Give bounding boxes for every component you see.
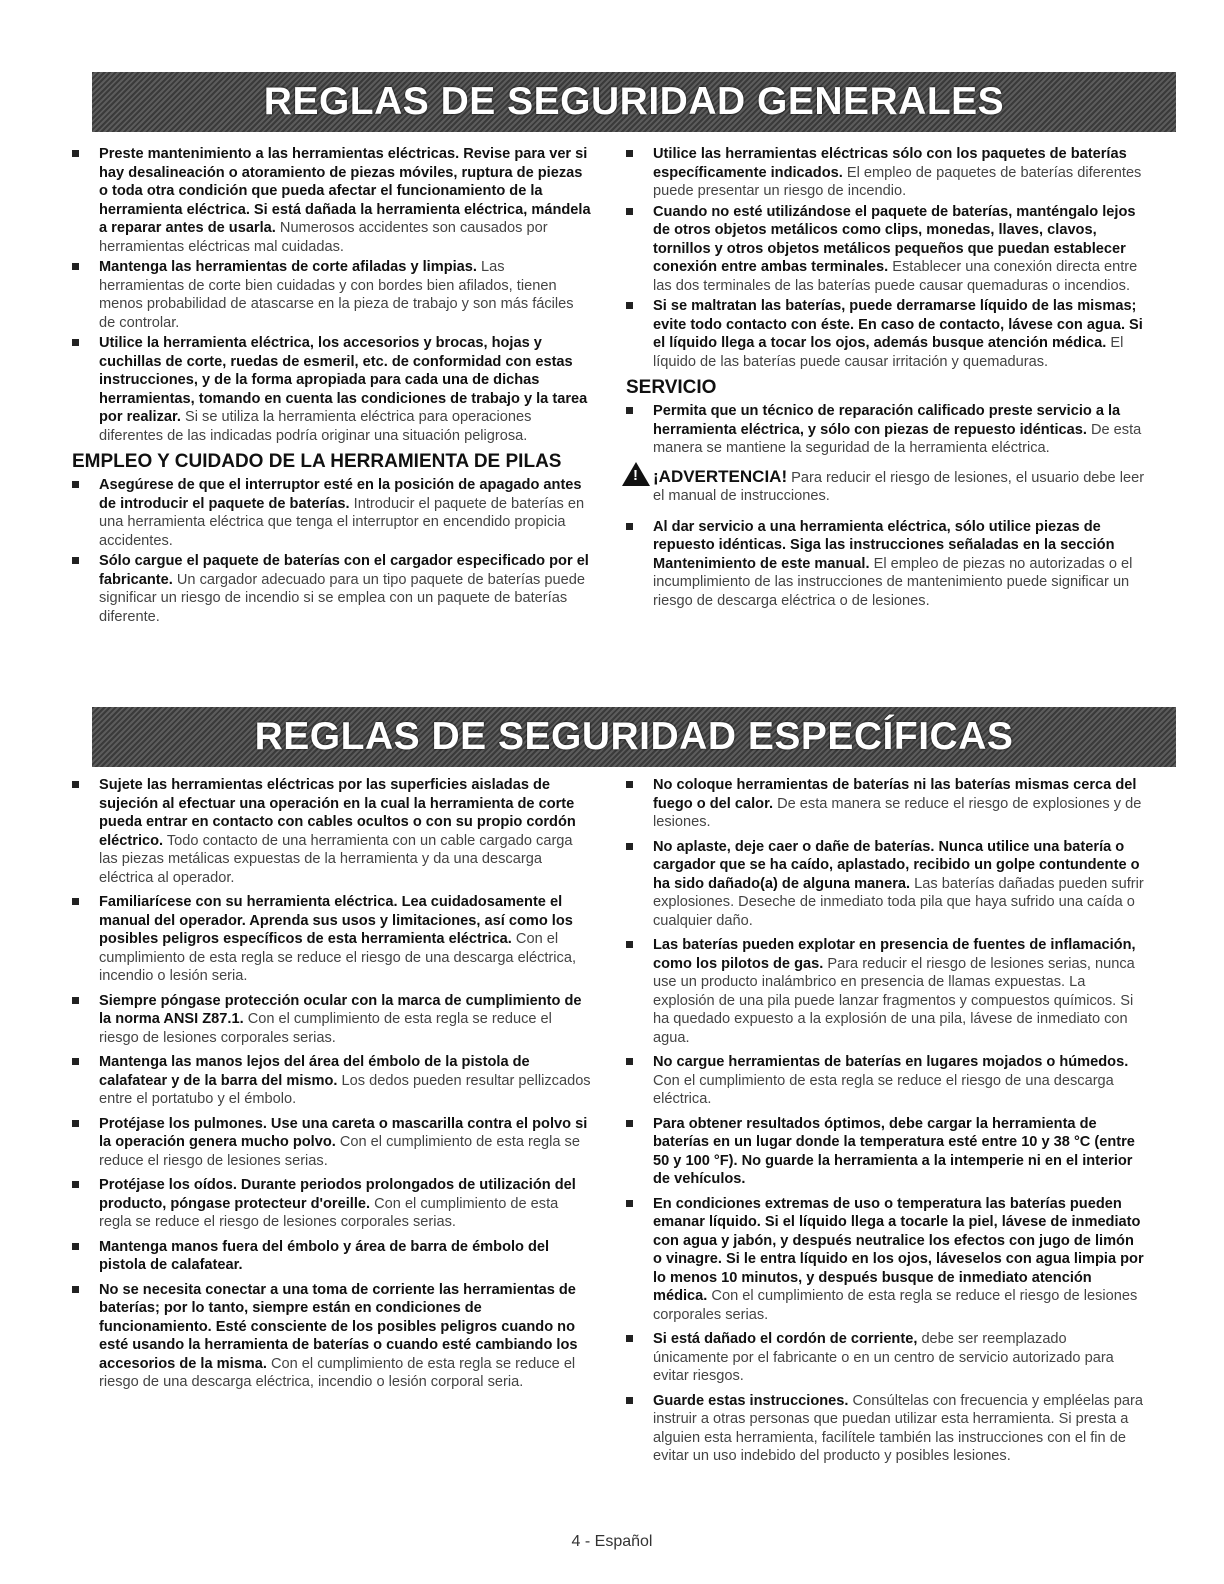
bullet-icon bbox=[626, 941, 633, 948]
list-item bbox=[626, 1330, 1146, 1386]
bullet-icon bbox=[72, 1286, 79, 1293]
bullet-icon bbox=[72, 898, 79, 905]
rule-title: Protéjase los pulmones. Use una careta o mascarilla contra el polvo si la operación genera mucho polvo. bbox=[99, 1115, 588, 1150]
bullet-icon bbox=[626, 1335, 633, 1342]
rule-text: De esta manera se mantiene la seguridad de la herramienta eléctrica. bbox=[653, 421, 1142, 456]
column-general-right bbox=[626, 145, 1146, 612]
rule-text: Con el cumplimiento de esta regla se reduce el riesgo de lesiones corporales serias. bbox=[99, 1011, 552, 1046]
rule-title: No coloque herramientas de baterías ni las baterías mismas cerca del fuego o del calor. bbox=[653, 777, 1137, 812]
bullet-icon bbox=[626, 781, 633, 788]
bullet-icon bbox=[72, 781, 79, 788]
rule-title: Utilice las herramientas eléctricas sólo con los paquetes de baterías específicamente indicados. bbox=[653, 146, 1127, 181]
rule-title: Mantenga manos fuera del émbolo y área de barra de émbolo del pistola de calafatear. bbox=[99, 1238, 550, 1273]
rule-title: No cargue herramientas de baterías en lugares mojados o húmedos. bbox=[653, 1054, 1129, 1070]
rule-text: Con el cumplimiento de esta regla se reduce el riesgo de lesiones corporales serias. bbox=[653, 1288, 1138, 1323]
rule-text: Si se utiliza la herramienta eléctrica para operaciones diferentes de las indicadas podría originar una situación peligrosa. bbox=[99, 409, 532, 444]
rule-title: No se necesita conectar a una toma de corriente las herramientas de baterías; por lo tanto, siempre están en condiciones de funcionamiento. Esté consciente de los posibles peligros cuando no esté usando la herramienta de baterías o cuando esté cambiando los accesorios de la misma. bbox=[99, 1281, 578, 1372]
bullet-icon bbox=[626, 407, 633, 414]
list-item bbox=[72, 476, 592, 550]
rule-text: Las baterías dañadas pueden sufrir explosiones. Deseche de inmediato toda pila que haya sufrido una caída o cualquier daño. bbox=[653, 875, 1144, 929]
rule-text: Para reducir el riesgo de lesiones serias, nunca use un producto inalámbrico en presencia de llamas expuestas. La explosión de una pila puede lanzar fragmentos y compuestos químicos. Si ha quedado expuesto a la explosión de una pila, lávese de inmediato con agua. bbox=[653, 955, 1135, 1046]
warning-title: ¡ADVERTENCIA! bbox=[653, 466, 788, 486]
column-specific-right bbox=[626, 776, 1146, 1472]
rule-title: Siempre póngase protección ocular con la marca de cumplimiento de la norma ANSI Z87.1. bbox=[99, 992, 582, 1027]
rule-title: Para obtener resultados óptimos, debe cargar la herramienta de baterías en un lugar donde la temperatura esté entre 10 y 38 °C (entre 50 y 100 °F). No guarde la herramienta a la intemperie ni en el interior de vehículos. bbox=[653, 1115, 1135, 1187]
list-item bbox=[72, 145, 592, 256]
rule-title: Sólo cargue el paquete de baterías con el cargador especificado por el fabricante. bbox=[99, 553, 589, 588]
rule-text: De esta manera se reduce el riesgo de explosiones y de lesiones. bbox=[653, 795, 1142, 830]
rule-title: Familiarícese con su herramienta eléctrica. Lea cuidadosamente el manual del operador. Aprenda sus usos y limitaciones, así como los posibles peligros específicos de esta herramienta eléctrica. bbox=[99, 894, 573, 947]
rule-text: Los dedos pueden resultar pellizcados entre el portatubo y el émbolo. bbox=[99, 1072, 591, 1107]
rule-title: Guarde estas instrucciones. bbox=[653, 1392, 849, 1409]
bullet-icon bbox=[72, 1058, 79, 1065]
rule-title: Utilice la herramienta eléctrica, los accesorios y brocas, hojas y cuchillas de corte, ruedas de esmeril, etc. de conformidad con estas instrucciones, y de la forma apropiada para cada una de dichas herramientas, tomando en cuenta las condiciones de trabajo y la tarea por realizar. bbox=[99, 335, 588, 425]
list-item bbox=[72, 776, 592, 887]
rule-text: Consúltelas con frecuencia y empléelas para instruir a otras personas que puedan utilizar esta herramienta. Si presta a alguien esta herramienta, facilítele también las instrucciones con el fin de evitar un uso indebido del producto y posibles lesiones. bbox=[653, 1392, 1143, 1464]
section-banner-general: REGLAS DE SEGURIDAD GENERALES bbox=[92, 72, 1176, 132]
list-item bbox=[626, 1053, 1146, 1109]
rule-title: Permita que un técnico de reparación calificado preste servicio a la herramienta eléctrica, y sólo con piezas de repuesto idénticas. bbox=[653, 403, 1121, 438]
rule-text: Un cargador adecuado para un tipo paquete de baterías puede significar un riesgo de incendio si se emplea con un paquete de baterías diferente. bbox=[99, 571, 585, 625]
bullet-icon bbox=[626, 1200, 633, 1207]
rule-text: Con el cumplimiento de esta regla se reduce el riesgo de lesiones corporales serias. bbox=[99, 1195, 559, 1230]
rule-text: El empleo de piezas no autorizadas o el incumplimiento de las instrucciones de mantenimiento puede significar un riesgo de descarga eléctrica o de lesiones. bbox=[653, 555, 1133, 609]
bullet-icon bbox=[72, 263, 79, 270]
rule-text: Establecer una conexión directa entre las dos terminales de las baterías puede causar quemaduras o incendios. bbox=[653, 259, 1138, 294]
bullet-icon bbox=[626, 1397, 633, 1404]
bullet-icon bbox=[626, 208, 633, 215]
rule-text: Todo contacto de una herramienta con un cable cargado carga las piezas metálicas expuestas de la herramienta y da una descarga eléctrica al operador. bbox=[99, 832, 573, 886]
list-item bbox=[626, 1392, 1146, 1466]
rule-text: Con el cumplimiento de esta regla se reduce el riesgo de una descarga eléctrica. bbox=[653, 1072, 1114, 1107]
section-heading-service: SERVICIO bbox=[626, 377, 717, 398]
rule-title: Asegúrese de que el interruptor esté en la posición de apagado antes de introducir el paquete de baterías. bbox=[99, 477, 582, 512]
bullet-icon bbox=[626, 1058, 633, 1065]
list-item bbox=[626, 145, 1146, 201]
bullet-icon bbox=[72, 1120, 79, 1127]
rule-title: Mantenga las herramientas de corte afiladas y limpias. bbox=[99, 259, 477, 275]
bullet-icon bbox=[626, 843, 633, 850]
list-item bbox=[626, 297, 1146, 371]
rule-text: debe ser reemplazado únicamente por el fabricante o en un centro de servicio autorizado para evitar riesgos. bbox=[653, 1331, 1114, 1384]
rule-title: No aplaste, deje caer o dañe de baterías. Nunca utilice una batería o cargador que se ha caído, aplastado, recibido un golpe contundente o ha sido dañado(a) de alguna manera. bbox=[653, 838, 1140, 892]
section-banner-specific: REGLAS DE SEGURIDAD ESPECÍFICAS bbox=[92, 707, 1176, 767]
bullet-icon bbox=[626, 1120, 633, 1127]
warning-triangle-icon: ! bbox=[622, 462, 650, 486]
bullet-icon bbox=[72, 150, 79, 157]
rule-text: Con el cumplimiento de esta regla se reduce el riesgo de una descarga eléctrica, incendio o lesión seria. bbox=[99, 931, 576, 984]
rule-title: Cuando no esté utilizándose el paquete de baterías, manténgalo lejos de otros objetos metálicos como clips, monedas, llaves, clavos, tornillos y otros objetos metálicos pequeños que puedan establecer conexión entre ambas terminales. bbox=[653, 203, 1136, 275]
list-item bbox=[72, 334, 592, 445]
page-number: 4 - Español bbox=[571, 1533, 653, 1550]
rule-text: El empleo de paquetes de baterías diferentes puede presentar un riesgo de incendio. bbox=[653, 164, 1142, 199]
list-item bbox=[72, 258, 592, 332]
rule-text: Introducir el paquete de baterías en una herramienta eléctrica que tenga el interruptor en encendido propicia accidentes. bbox=[99, 495, 585, 549]
rule-text: Numerosos accidentes son causados por herramientas eléctricas mal cuidadas. bbox=[99, 220, 548, 255]
bullet-icon bbox=[72, 997, 79, 1004]
bullet-icon bbox=[626, 150, 633, 157]
rule-text: Con el cumplimiento de esta regla se reduce el riesgo de una descarga eléctrica, incendio o lesión corporal seria. bbox=[99, 1355, 576, 1390]
column-specific-left bbox=[72, 776, 592, 1398]
bullet-icon bbox=[626, 523, 633, 530]
bullet-icon bbox=[626, 302, 633, 309]
rule-title: Las baterías pueden explotar en presencia de fuentes de inflamación, como los pilotos de gas. bbox=[653, 937, 1136, 972]
column-general-left bbox=[72, 145, 592, 628]
rule-title: Si se maltratan las baterías, puede derramarse líquido de las mismas; evite todo contacto con éste. En caso de contacto, lávese con agua. Si el líquido llega a tocar los ojos, además busque atención médica. bbox=[653, 298, 1143, 351]
list-item bbox=[72, 1176, 592, 1232]
warning-note bbox=[626, 468, 1146, 506]
list-item bbox=[72, 1281, 592, 1392]
bullet-icon bbox=[72, 339, 79, 346]
bullet-icon bbox=[72, 1181, 79, 1188]
rule-text: El líquido de las baterías puede causar irritación y quemaduras. bbox=[653, 335, 1124, 370]
rule-title: Preste mantenimiento a las herramientas eléctricas. Revise para ver si hay desalineación o atoramiento de piezas móviles, ruptura de piezas o toda otra condición que pueda afectar el funcionamiento de la herramienta eléctrica. Si está dañada la herramienta eléctrica, mándela a reparar antes de usarla. bbox=[99, 146, 591, 236]
list-item bbox=[626, 838, 1146, 931]
rule-title: Sujete las herramientas eléctricas por las superficies aisladas de sujeción al efectuar una operación en la cual la herramienta de corte pueda entrar en contacto con cables ocultos o con su propio cordón eléctrico. bbox=[99, 777, 576, 849]
rule-text: Las herramientas de corte bien cuidadas y con bordes bien afilados, tienen menos probabilidad de atascarse en la pieza de trabajo y son más fáciles de controlar. bbox=[99, 259, 574, 331]
list-item bbox=[626, 1195, 1146, 1325]
list-item bbox=[72, 552, 592, 626]
list-item bbox=[72, 992, 592, 1048]
list-item bbox=[72, 893, 592, 986]
section-heading-battery-tool: EMPLEO Y CUIDADO DE LA HERRAMIENTA DE PILAS bbox=[72, 451, 562, 472]
list-item bbox=[626, 203, 1146, 296]
rule-title: Si está dañado el cordón de corriente, bbox=[653, 1331, 918, 1347]
list-item bbox=[72, 1053, 592, 1109]
bullet-icon bbox=[72, 557, 79, 564]
list-item bbox=[626, 1115, 1146, 1189]
rule-title: Mantenga las manos lejos del área del émbolo de la pistola de calafatear y de la barra del mismo. bbox=[99, 1054, 530, 1089]
rule-text: Con el cumplimiento de esta regla se reduce el riesgo de lesiones serias. bbox=[99, 1134, 580, 1169]
list-item bbox=[626, 776, 1146, 832]
list-item bbox=[626, 402, 1146, 458]
list-item bbox=[626, 936, 1146, 1047]
rule-title: En condiciones extremas de uso o temperatura las baterías pueden emanar líquido. Si el líquido llega a tocarle la piel, lávese de inmediato con agua y jabón, y después neutralice los efectos con jugo de limón o vinagre. Si le entra líquido en los ojos, láveselos con agua limpia por lo menos 10 minutos, y después busque de inmediato atención médica. bbox=[653, 1195, 1144, 1304]
bullet-icon bbox=[72, 481, 79, 488]
list-item bbox=[72, 1238, 592, 1275]
rule-title: Protéjase los oídos. Durante periodos prolongados de utilización del producto, póngase protecteur d'oreille. bbox=[99, 1177, 576, 1212]
bullet-icon bbox=[72, 1243, 79, 1250]
list-item bbox=[626, 518, 1146, 611]
list-item bbox=[72, 1115, 592, 1171]
warning-text: Para reducir el riesgo de lesiones, el usuario debe leer el manual de instrucciones. bbox=[653, 469, 1145, 504]
rule-title: Al dar servicio a una herramienta eléctrica, sólo utilice piezas de repuesto idénticas. Siga las instrucciones señaladas en la sección Mantenimiento de este manual. bbox=[653, 518, 1115, 572]
